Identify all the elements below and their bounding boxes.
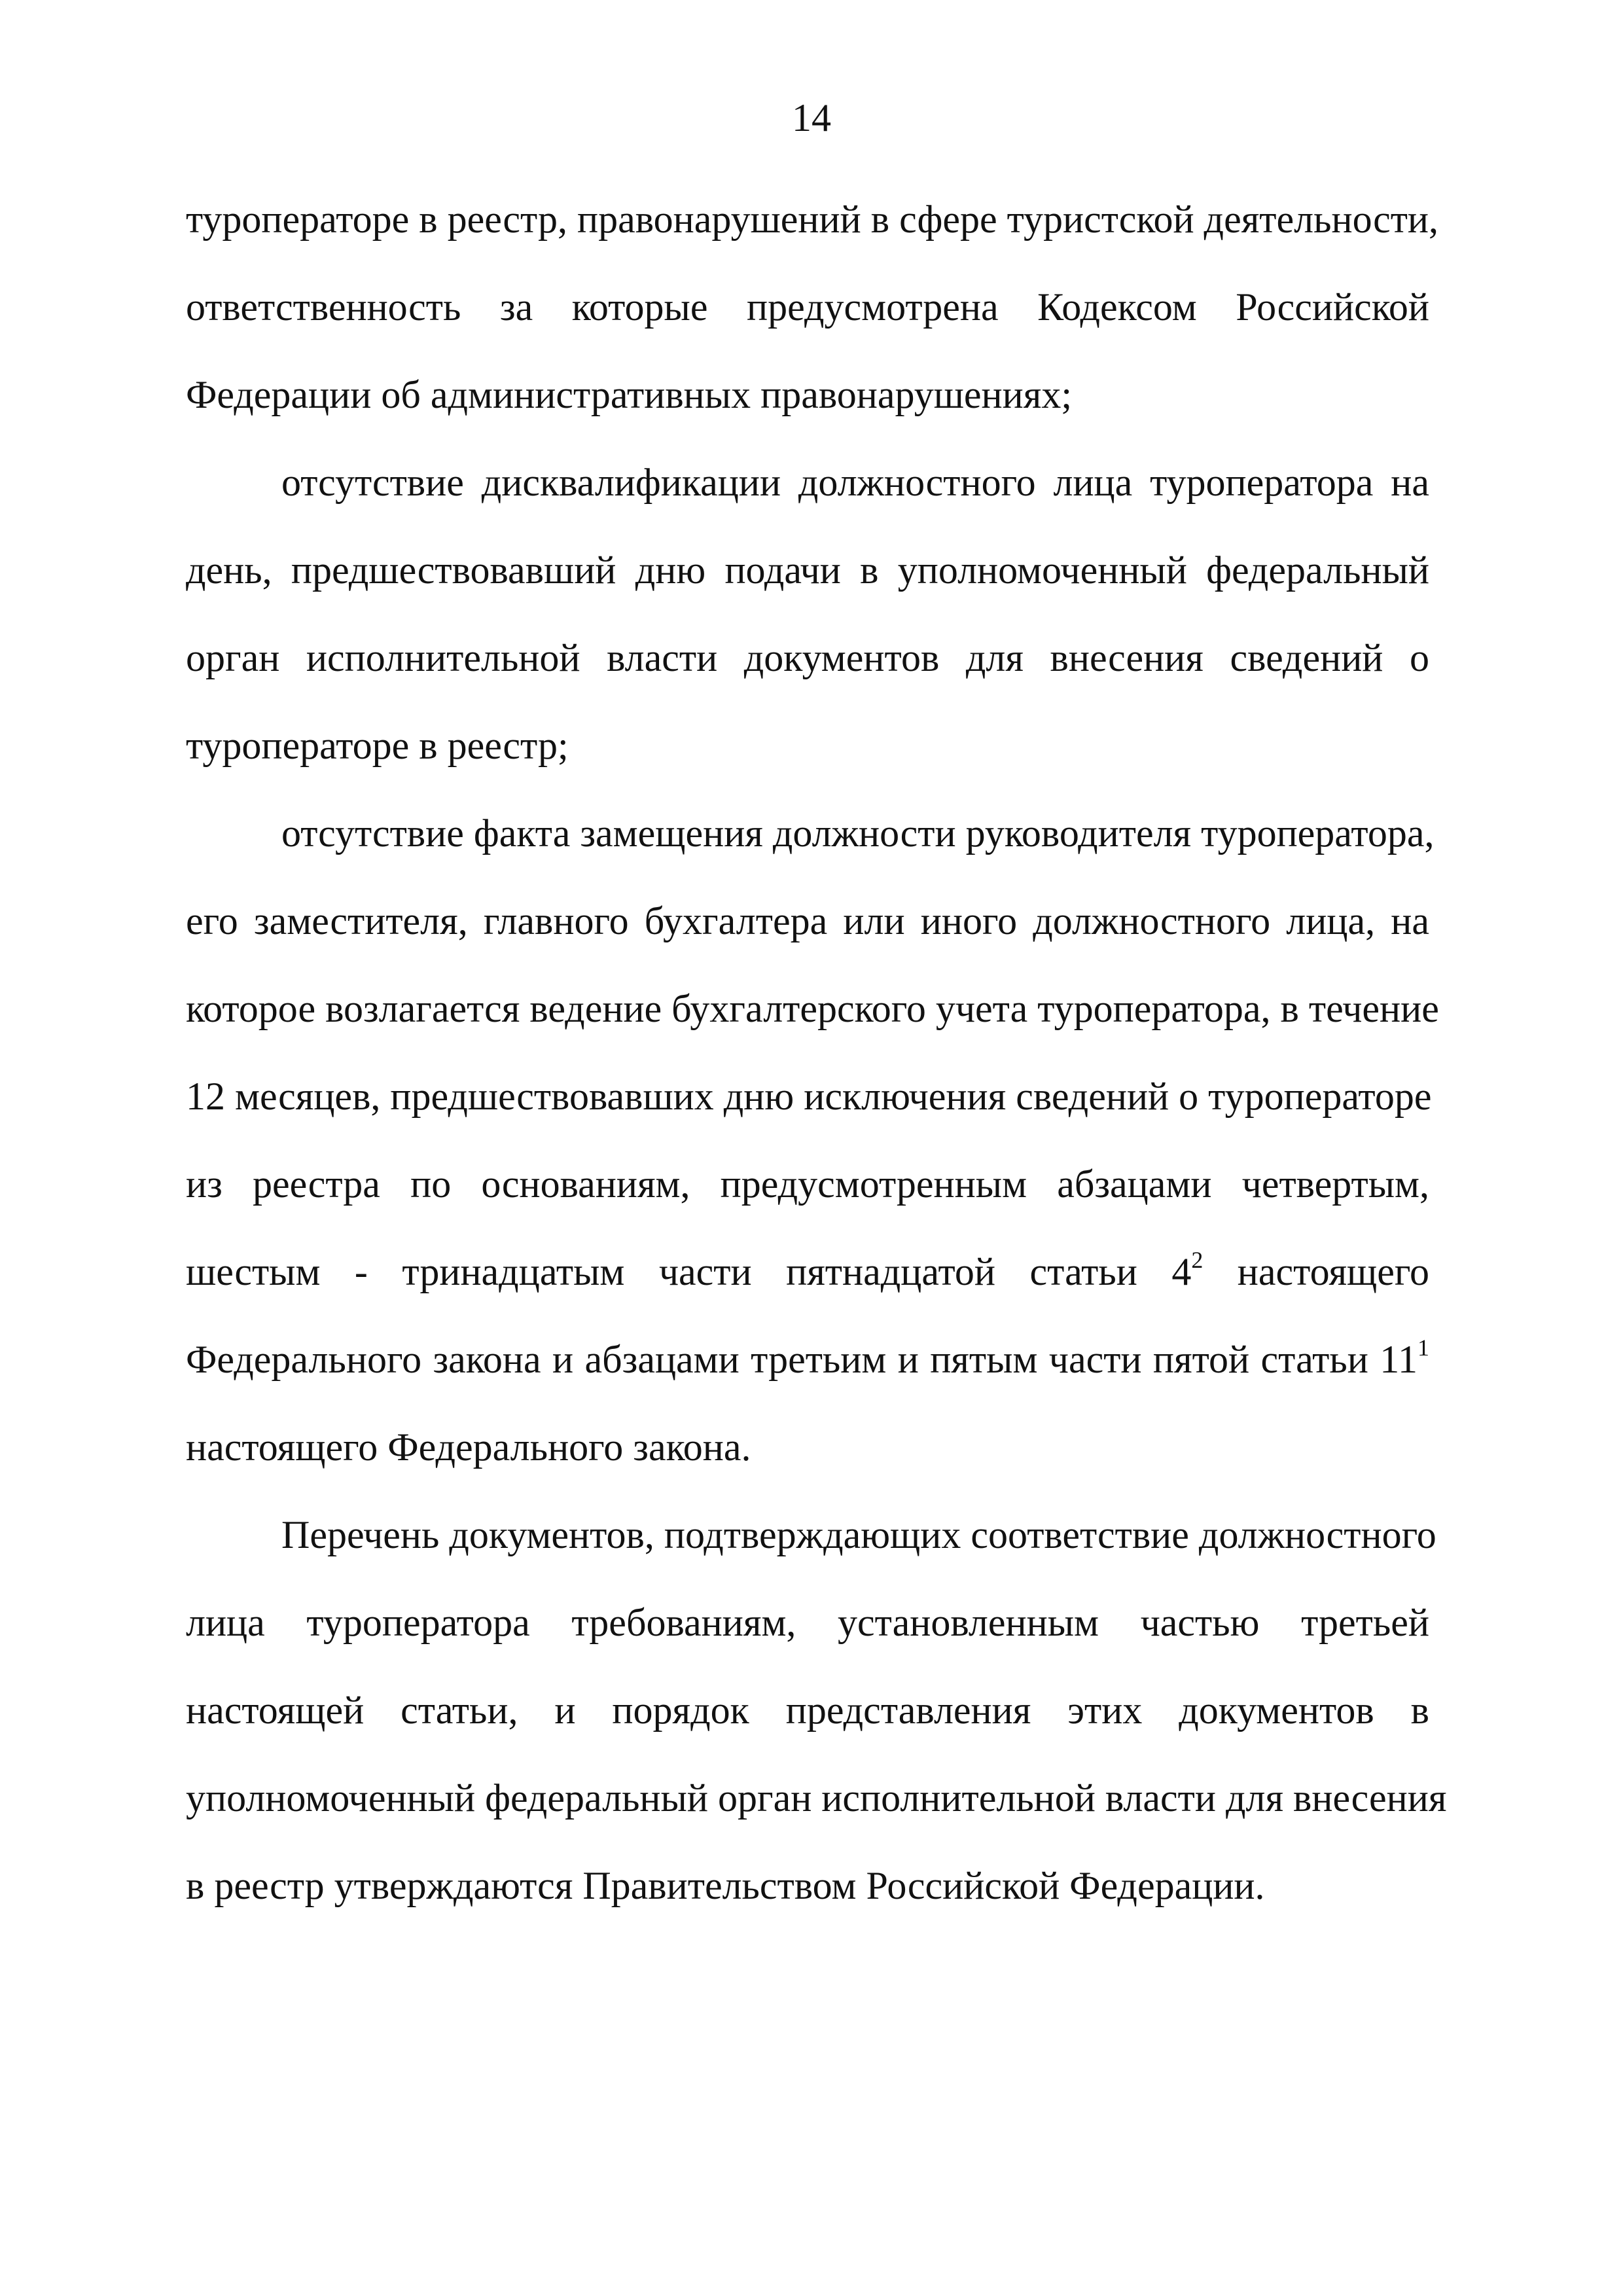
- superscript-index: 1: [1418, 1335, 1429, 1361]
- paragraph-1: [186, 175, 1439, 439]
- paragraph-line: настоящего Федерального закона.: [186, 1426, 751, 1469]
- body-text: [186, 175, 1447, 1929]
- paragraph-line-with-superscript: [186, 1316, 1429, 1403]
- paragraph-line: отсутствие факта замещения должности руководителя туроператора,: [281, 812, 1435, 855]
- line-text: настоящего: [1203, 1250, 1429, 1293]
- paragraph-line: туроператоре в реестр;: [186, 724, 569, 767]
- paragraph-line: Перечень документов, подтверждающих соответствие должностного: [281, 1513, 1436, 1556]
- paragraph-line: 12 месяцев, предшествовавших дню исключения сведений о туроператоре: [186, 1075, 1432, 1118]
- paragraph-line: лица туроператора требованиям, установленным частью третьей: [186, 1601, 1429, 1644]
- paragraph-line: отсутствие дисквалификации должностного лица туроператора на: [281, 461, 1429, 504]
- paragraph-line-with-superscript: [186, 1228, 1429, 1316]
- paragraph-2: [186, 439, 1429, 789]
- paragraph-line: орган исполнительной власти документов для внесения сведений о: [186, 636, 1429, 679]
- paragraph-3: [186, 789, 1439, 1491]
- page-number: 14: [792, 96, 831, 139]
- paragraph-line: из реестра по основаниям, предусмотренным абзацами четвертым,: [186, 1162, 1429, 1206]
- paragraph-line: ответственность за которые предусмотрена Кодексом Российской: [186, 285, 1429, 329]
- paragraph-line: уполномоченный федеральный орган исполнительной власти для внесения: [186, 1776, 1447, 1820]
- line-text: шестым - тринадцатым части пятнадцатой статьи 4: [186, 1250, 1192, 1293]
- paragraph-line: настоящей статьи, и порядок представления этих документов в: [186, 1689, 1429, 1732]
- paragraph-line: туроператоре в реестр, правонарушений в сфере туристской деятельности,: [186, 198, 1439, 241]
- superscript-index: 2: [1191, 1247, 1204, 1273]
- line-text: Федерального закона и абзацами третьим и пятым части пятой статьи 11: [186, 1338, 1418, 1381]
- paragraph-line: Федерации об административных правонарушениях;: [186, 373, 1073, 416]
- paragraph-line: которое возлагается ведение бухгалтерского учета туроператора, в течение: [186, 987, 1439, 1030]
- paragraph-4: [186, 1491, 1447, 1929]
- paragraph-line: его заместителя, главного бухгалтера или иного должностного лица, на: [186, 899, 1429, 942]
- paragraph-line: день, предшествовавший дню подачи в уполномоченный федеральный: [186, 548, 1429, 592]
- paragraph-line: в реестр утверждаются Правительством Российской Федерации.: [186, 1864, 1265, 1907]
